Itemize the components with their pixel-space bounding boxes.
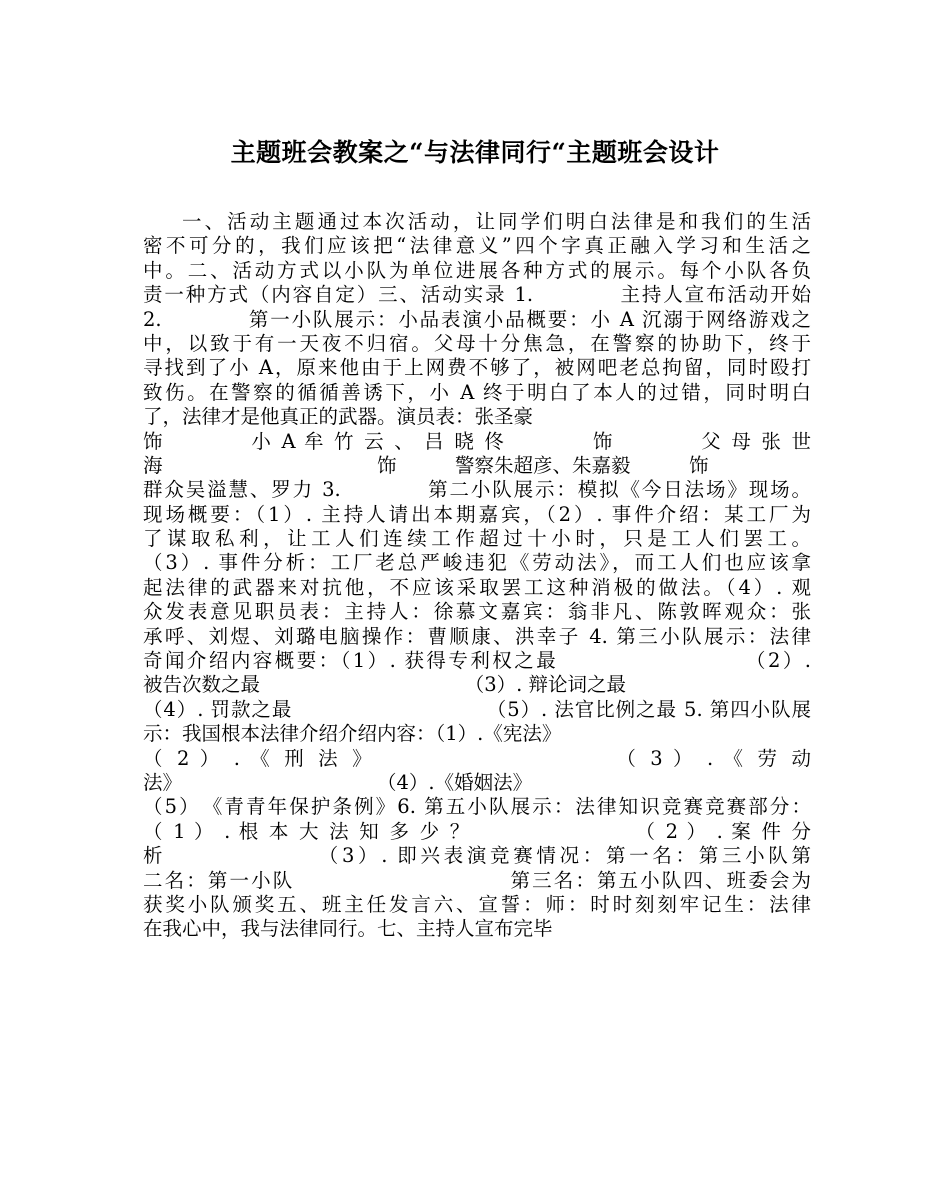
- body-line: 现场概要：（1）. 主持人请出本期嘉宾，（2）. 事件介绍：某工厂为: [143, 502, 811, 526]
- body-line: 示：我国根本法律介绍介绍内容：（1）.《宪法》: [143, 722, 562, 746]
- document-body: [143, 210, 811, 942]
- body-line: 在我心中，我与法律同行。七、主持人宣布完毕: [143, 917, 553, 941]
- body-line: 致伤。在警察的循循善诱下，小 A 终于明白了本人的过错，同时明白: [143, 380, 811, 404]
- body-line: 了谋取私利，让工人们连续工作超过十小时，只是工人们罢工。: [143, 527, 811, 551]
- body-line: 被告次数之最 （3）. 辩论词之最: [143, 673, 627, 697]
- body-line: 饰 小 A 牟 竹 云 、 吕 晓 佟 饰 父 母 张 世: [143, 429, 811, 453]
- body-line: 责一种方式（内容自定）三、活动实录 1. 主持人宣布活动开始: [143, 283, 811, 307]
- body-line: 一、活动主题通过本次活动，让同学们明白法律是和我们的生活: [182, 210, 811, 233]
- body-line: 中。二、活动方式以小队为单位进展各种方式的展示。每个小队各负: [143, 258, 811, 282]
- body-line: 析 （3）. 即兴表演竞赛情况：第一名：第三小队第: [143, 844, 811, 868]
- body-line: 2. 第一小队展示：小品表演小品概要：小 A 沉溺于网络游戏之: [143, 307, 811, 331]
- body-line: 海 饰 警察朱超彦、朱嘉毅 饰: [143, 453, 709, 477]
- body-line: 获奖小队颁奖五、班主任发言六、宣誓：师：时时刻刻牢记生：法律: [143, 892, 811, 916]
- body-line: 二名：第一小队 第三名：第五小队四、班委会为: [143, 868, 811, 892]
- body-line: （ 1 ） . 根 本 大 法 知 多 少 ？ （ 2 ） . 案 件 分: [143, 819, 811, 843]
- body-line: （ 2 ） . 《 刑 法 》 （ 3 ） . 《 劳 动: [143, 746, 811, 770]
- body-line: 起法律的武器来对抗他，不应该采取罢工这种消极的做法。（4）. 观: [143, 575, 811, 599]
- body-line: 法》 （4）.《婚姻法》: [143, 770, 533, 794]
- body-line: 中，以致于有一天夜不归宿。父母十分焦急，在警察的协助下，终于: [143, 331, 811, 355]
- body-line: 承呼、刘煜、刘璐电脑操作：曹顺康、洪幸子 4. 第三小队展示：法律: [143, 624, 811, 648]
- body-line: （5） 《青青年保护条例》6. 第五小队展示：法律知识竞赛竞赛部分：: [143, 795, 811, 819]
- body-line: 了，法律才是他真正的武器。演员表：张圣豪: [143, 405, 534, 429]
- body-line: 群众吴溢慧、罗力 3. 第二小队展示：模拟《今日法场》现场。: [143, 478, 811, 502]
- body-line: （3）. 事件分析：工厂老总严峻违犯《劳动法》，而工人们也应该拿: [143, 551, 811, 575]
- body-line: （4）. 罚款之最 （5）. 法官比例之最 5. 第四小队展: [143, 697, 811, 721]
- body-line: 密不可分的，我们应该把“法律意义”四个字真正融入学习和生活之: [143, 234, 811, 258]
- body-line: 奇闻介绍内容概要：（1）. 获得专利权之最 （2）.: [143, 649, 811, 673]
- document-title: 主题班会教案之“与法律同行“主题班会设计: [230, 138, 720, 167]
- body-line: 寻找到了小 A，原来他由于上网费不够了，被网吧老总拘留，同时殴打: [143, 356, 811, 380]
- body-line: 众发表意见职员表：主持人：徐慕文嘉宾：翁非凡、陈敦晖观众：张: [143, 600, 811, 624]
